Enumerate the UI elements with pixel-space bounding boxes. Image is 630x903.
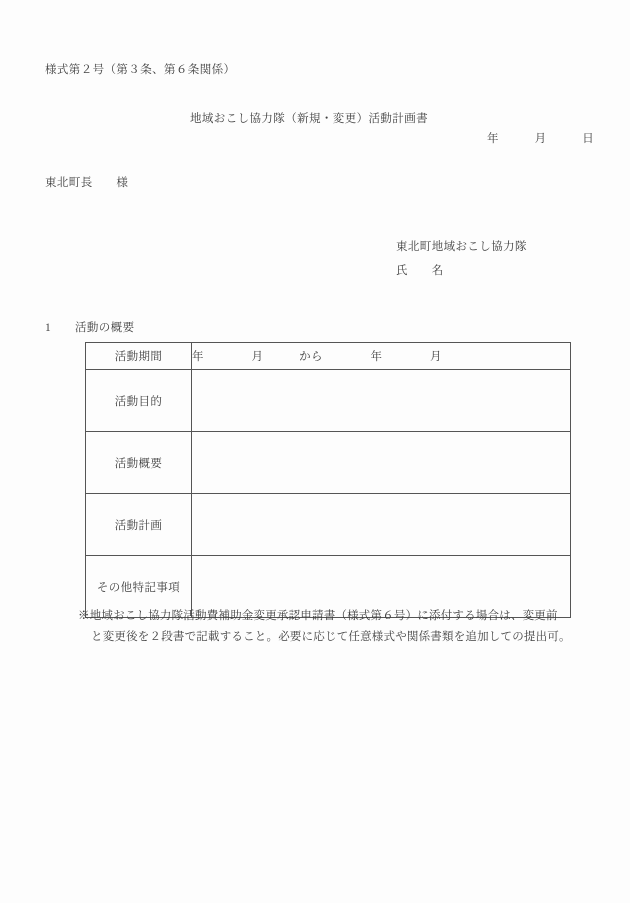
signer-organization: 東北町地域おこし協力隊 [396,241,527,253]
form-number: 様式第２号（第３条、第６条関係） [45,64,236,76]
addressee: 東北町長 様 [45,177,129,189]
row-label-other-notes: その他特記事項 [86,556,192,618]
section-heading-label: 活動の概要 [74,322,135,334]
row-label-activity-purpose: 活動目的 [86,370,192,432]
date-line: 年 月 日 [487,133,595,145]
footnote-line-2: と変更後を２段書で記載すること。必要に応じて任意様式や関係書類を追加しての提出可。 [91,631,571,644]
table-row [86,370,571,432]
row-label-activity-outline: 活動概要 [86,432,192,494]
table-row [86,432,571,494]
signer-name-label: 氏 名 [396,265,444,277]
row-value-activity-purpose[interactable] [192,370,571,432]
document-title: 地域おこし協力隊（新規・変更）活動計画書 [190,113,428,125]
row-label-activity-period: 活動期間 [86,343,192,370]
table-row [86,343,571,370]
row-value-activity-plan[interactable] [192,494,571,556]
section-number: 1 [45,322,52,334]
table-row [86,494,571,556]
footnote [78,606,590,649]
row-value-activity-outline[interactable] [192,432,571,494]
row-label-activity-plan: 活動計画 [86,494,192,556]
row-value-activity-period[interactable]: 年 月 から 年 月 [192,343,571,370]
footnote-line-1: ※地域おこし協力隊活動費補助金変更承認申請書（様式第６号）に添付する場合は、変更前 [78,610,558,622]
section-heading [45,320,134,337]
activity-plan-table [85,342,571,618]
